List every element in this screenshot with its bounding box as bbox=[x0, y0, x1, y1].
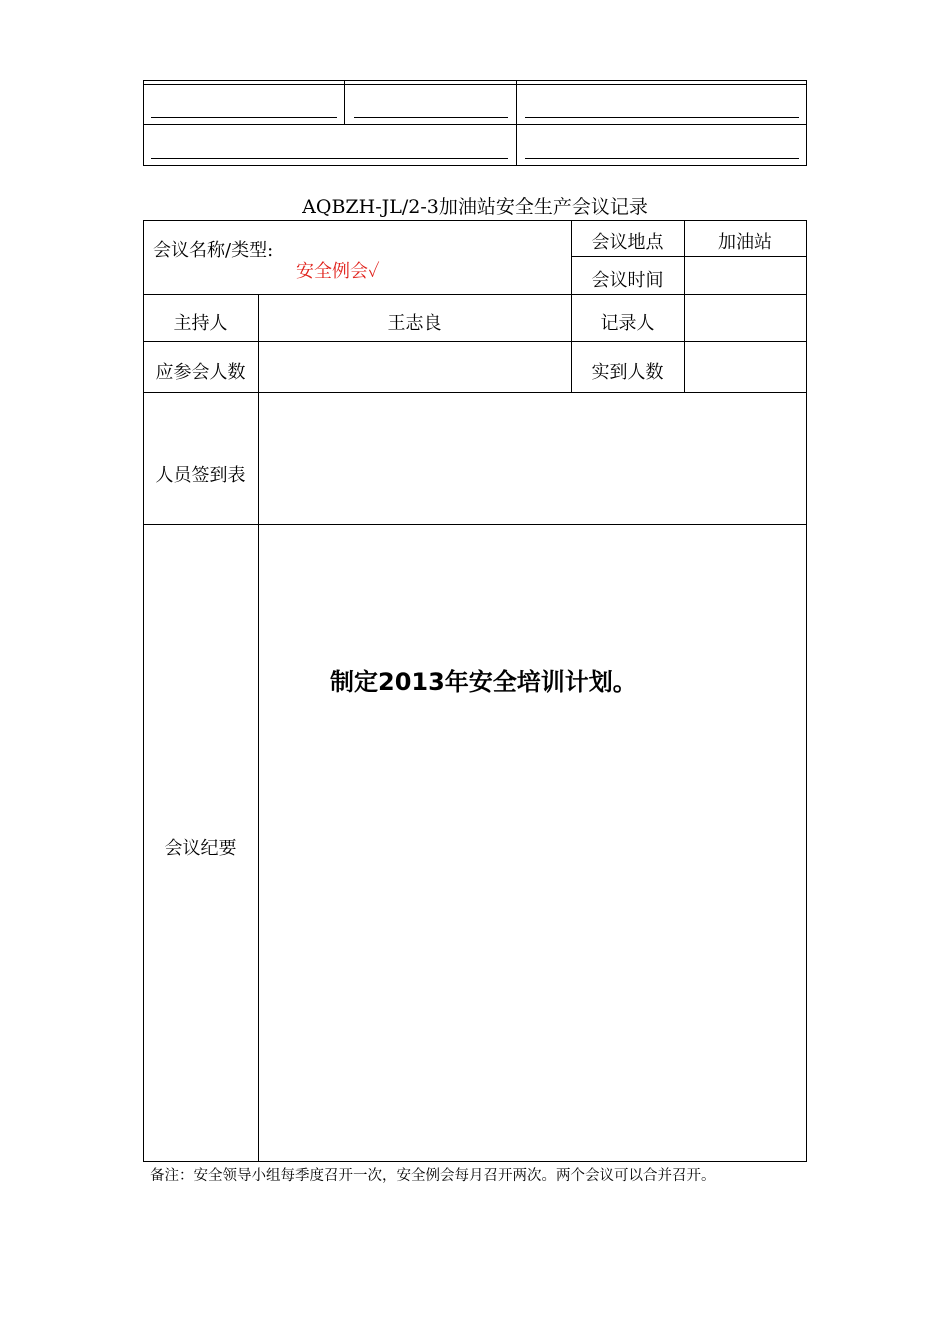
time-label: 会议时间 bbox=[591, 270, 664, 291]
meeting-name-value[interactable]: 安全例会✓ bbox=[296, 261, 380, 282]
blank-line bbox=[151, 158, 508, 159]
location-label: 会议地点 bbox=[591, 232, 664, 253]
host-value[interactable]: 王志良 bbox=[387, 313, 442, 334]
blank-line bbox=[525, 117, 799, 118]
recorder-label: 记录人 bbox=[600, 313, 655, 334]
meeting-name-label: 会议名称/类型: bbox=[153, 240, 274, 261]
signin-sheet-label: 人员签到表 bbox=[155, 465, 246, 486]
signin-sheet-area[interactable] bbox=[259, 393, 806, 524]
minutes-content[interactable]: 制定2013年安全培训计划。 bbox=[330, 668, 637, 696]
actual-attendees-label: 实到人数 bbox=[591, 362, 664, 383]
location-value[interactable]: 加油站 bbox=[718, 232, 772, 253]
blank-line bbox=[151, 117, 337, 118]
minutes-label: 会议纪要 bbox=[164, 838, 237, 859]
host-label: 主持人 bbox=[173, 313, 228, 334]
blank-line bbox=[525, 158, 799, 159]
page-title: AQBZH-JL/2-3加油站安全生产会议记录 bbox=[302, 196, 648, 218]
expected-attendees-label: 应参会人数 bbox=[155, 362, 246, 383]
footer-note: 备注：安全领导小组每季度召开一次，安全例会每月召开两次。两个会议可以合并召开。 bbox=[150, 1168, 716, 1184]
blank-line bbox=[354, 117, 508, 118]
